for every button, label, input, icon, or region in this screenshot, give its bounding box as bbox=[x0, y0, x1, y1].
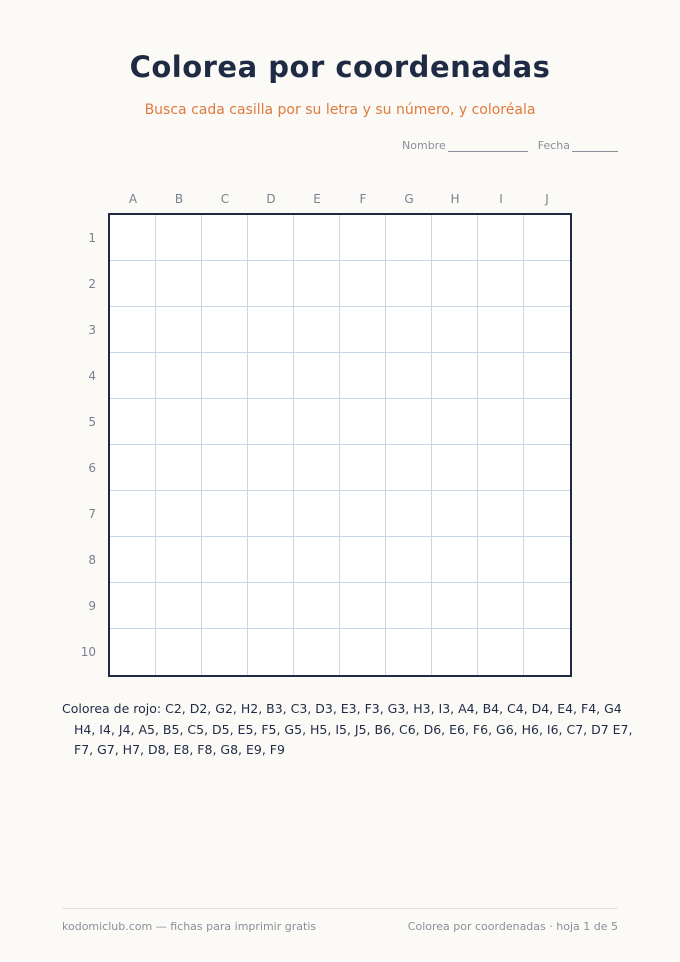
grid-cell-d5[interactable] bbox=[248, 399, 294, 445]
grid-cell-g8[interactable] bbox=[386, 537, 432, 583]
grid-cell-b10[interactable] bbox=[156, 629, 202, 675]
grid-cell-f1[interactable] bbox=[340, 215, 386, 261]
grid-cell-a6[interactable] bbox=[110, 445, 156, 491]
grid-cell-j10[interactable] bbox=[524, 629, 570, 675]
grid-cell-e4[interactable] bbox=[294, 353, 340, 399]
grid-cell-f8[interactable] bbox=[340, 537, 386, 583]
grid-cell-g4[interactable] bbox=[386, 353, 432, 399]
date-line bbox=[572, 142, 618, 152]
column-label-e: E bbox=[313, 192, 321, 206]
grid-cell-b1[interactable] bbox=[156, 215, 202, 261]
grid-cell-g3[interactable] bbox=[386, 307, 432, 353]
grid-cell-g1[interactable] bbox=[386, 215, 432, 261]
grid-cell-g5[interactable] bbox=[386, 399, 432, 445]
grid-cell-e9[interactable] bbox=[294, 583, 340, 629]
row-label-1: 1 bbox=[88, 231, 96, 245]
grid-cell-j7[interactable] bbox=[524, 491, 570, 537]
grid-cell-f9[interactable] bbox=[340, 583, 386, 629]
row-label-5: 5 bbox=[88, 415, 96, 429]
grid-cell-j4[interactable] bbox=[524, 353, 570, 399]
grid-cell-a5[interactable] bbox=[110, 399, 156, 445]
column-label-b: B bbox=[174, 192, 184, 206]
page-subtitle: Busca cada casilla por su letra y su número, y coloréala bbox=[144, 102, 536, 118]
grid-cell-e8[interactable] bbox=[294, 537, 340, 583]
grid-cell-f6[interactable] bbox=[340, 445, 386, 491]
grid-cell-a8[interactable] bbox=[110, 537, 156, 583]
grid-cell-d10[interactable] bbox=[248, 629, 294, 675]
grid-cell-i2[interactable] bbox=[478, 261, 524, 307]
grid-cell-i6[interactable] bbox=[478, 445, 524, 491]
date-field[interactable] bbox=[538, 139, 618, 152]
column-label-h: H bbox=[450, 192, 460, 206]
grid-cell-i8[interactable] bbox=[478, 537, 524, 583]
grid-cell-h2[interactable] bbox=[432, 261, 478, 307]
row-label-10: 10 bbox=[80, 645, 96, 659]
column-label-i: I bbox=[499, 192, 503, 206]
grid-cell-b4[interactable] bbox=[156, 353, 202, 399]
grid-cell-d4[interactable] bbox=[248, 353, 294, 399]
grid-cell-h9[interactable] bbox=[432, 583, 478, 629]
footer-page-info: Colorea por coordenadas · hoja 1 de 5 bbox=[407, 920, 618, 933]
grid-cell-e3[interactable] bbox=[294, 307, 340, 353]
grid-cell-b6[interactable] bbox=[156, 445, 202, 491]
grid-cell-h10[interactable] bbox=[432, 629, 478, 675]
row-label-3: 3 bbox=[88, 323, 96, 337]
footer-divider bbox=[62, 908, 618, 909]
row-label-6: 6 bbox=[88, 461, 96, 475]
grid-cell-i10[interactable] bbox=[478, 629, 524, 675]
grid-cell-i1[interactable] bbox=[478, 215, 524, 261]
grid-cell-i7[interactable] bbox=[478, 491, 524, 537]
grid-cell-j6[interactable] bbox=[524, 445, 570, 491]
grid-cell-j3[interactable] bbox=[524, 307, 570, 353]
grid-cell-c3[interactable] bbox=[202, 307, 248, 353]
grid-cell-c10[interactable] bbox=[202, 629, 248, 675]
grid-cell-b7[interactable] bbox=[156, 491, 202, 537]
grid-cell-f2[interactable] bbox=[340, 261, 386, 307]
grid-cell-a10[interactable] bbox=[110, 629, 156, 675]
row-label-9: 9 bbox=[88, 599, 96, 613]
grid-cell-h3[interactable] bbox=[432, 307, 478, 353]
grid-cell-c5[interactable] bbox=[202, 399, 248, 445]
grid-cell-a7[interactable] bbox=[110, 491, 156, 537]
grid-cell-d8[interactable] bbox=[248, 537, 294, 583]
name-label: Nombre bbox=[402, 139, 446, 152]
grid-cell-j1[interactable] bbox=[524, 215, 570, 261]
row-label-7: 7 bbox=[88, 507, 96, 521]
grid-cell-b9[interactable] bbox=[156, 583, 202, 629]
grid-cell-e6[interactable] bbox=[294, 445, 340, 491]
grid-cell-e2[interactable] bbox=[294, 261, 340, 307]
grid-cell-g9[interactable] bbox=[386, 583, 432, 629]
grid-cell-i5[interactable] bbox=[478, 399, 524, 445]
grid-cell-e5[interactable] bbox=[294, 399, 340, 445]
grid-cell-h1[interactable] bbox=[432, 215, 478, 261]
grid-cell-h8[interactable] bbox=[432, 537, 478, 583]
grid-cell-d2[interactable] bbox=[248, 261, 294, 307]
grid-cell-a4[interactable] bbox=[110, 353, 156, 399]
footer-site: kodomiclub.com — fichas para imprimir gratis bbox=[62, 920, 317, 933]
grid-cell-c6[interactable] bbox=[202, 445, 248, 491]
column-label-c: C bbox=[220, 192, 230, 206]
coordinate-grid bbox=[108, 213, 572, 677]
grid-cell-j9[interactable] bbox=[524, 583, 570, 629]
grid-cell-h6[interactable] bbox=[432, 445, 478, 491]
coloring-instructions: Colorea de rojo: C2, D2, G2, H2, B3, C3, D3, E3, F3, G3, H3, I3, A4, B4, C4, D4, E4, F4, G4 H4, I4, J4, A5, B5, C5, D5, E5, F5, G5, H5, I5, J5, B6, C6, D6, E6, F6, G6, H6, I6, C7, D7 E7, F7, G7, H7, D8, E8, F8, G8, E9, F9 bbox=[62, 701, 633, 757]
grid-cell-f5[interactable] bbox=[340, 399, 386, 445]
grid-cell-f10[interactable] bbox=[340, 629, 386, 675]
grid-cell-f3[interactable] bbox=[340, 307, 386, 353]
grid-cell-f4[interactable] bbox=[340, 353, 386, 399]
column-label-f: F bbox=[359, 192, 367, 206]
name-date-fields bbox=[402, 139, 618, 152]
grid-cell-i9[interactable] bbox=[478, 583, 524, 629]
date-label: Fecha bbox=[537, 139, 570, 152]
grid-cell-a3[interactable] bbox=[110, 307, 156, 353]
grid-cell-g2[interactable] bbox=[386, 261, 432, 307]
grid-cell-g7[interactable] bbox=[386, 491, 432, 537]
grid-cell-j8[interactable] bbox=[524, 537, 570, 583]
grid-cell-c7[interactable] bbox=[202, 491, 248, 537]
page-title: Colorea por coordenadas bbox=[129, 50, 551, 84]
grid-cell-f7[interactable] bbox=[340, 491, 386, 537]
grid-cell-e1[interactable] bbox=[294, 215, 340, 261]
grid-cell-c8[interactable] bbox=[202, 537, 248, 583]
grid-cell-b3[interactable] bbox=[156, 307, 202, 353]
column-label-g: G bbox=[404, 192, 414, 206]
column-label-j: J bbox=[545, 192, 549, 206]
grid-cell-d1[interactable] bbox=[248, 215, 294, 261]
column-label-a: A bbox=[128, 192, 138, 206]
grid-cell-d9[interactable] bbox=[248, 583, 294, 629]
name-field[interactable] bbox=[402, 139, 528, 152]
grid-cell-c2[interactable] bbox=[202, 261, 248, 307]
grid-cell-g10[interactable] bbox=[386, 629, 432, 675]
grid-cell-e10[interactable] bbox=[294, 629, 340, 675]
grid-cell-a9[interactable] bbox=[110, 583, 156, 629]
grid-cell-h4[interactable] bbox=[432, 353, 478, 399]
grid-cell-h5[interactable] bbox=[432, 399, 478, 445]
grid-cell-a2[interactable] bbox=[110, 261, 156, 307]
grid-cell-b2[interactable] bbox=[156, 261, 202, 307]
grid-cell-b5[interactable] bbox=[156, 399, 202, 445]
grid-cell-b8[interactable] bbox=[156, 537, 202, 583]
grid-cell-i3[interactable] bbox=[478, 307, 524, 353]
grid-cell-j5[interactable] bbox=[524, 399, 570, 445]
grid-cell-d7[interactable] bbox=[248, 491, 294, 537]
grid-cell-j2[interactable] bbox=[524, 261, 570, 307]
grid-cell-e7[interactable] bbox=[294, 491, 340, 537]
grid-cell-h7[interactable] bbox=[432, 491, 478, 537]
column-label-d: D bbox=[266, 192, 276, 206]
grid-cell-c9[interactable] bbox=[202, 583, 248, 629]
grid-cell-g6[interactable] bbox=[386, 445, 432, 491]
grid-cell-d3[interactable] bbox=[248, 307, 294, 353]
grid-cell-c1[interactable] bbox=[202, 215, 248, 261]
name-line bbox=[448, 142, 528, 152]
row-label-8: 8 bbox=[88, 553, 96, 567]
grid-cell-a1[interactable] bbox=[110, 215, 156, 261]
row-label-2: 2 bbox=[88, 277, 96, 291]
grid-cell-d6[interactable] bbox=[248, 445, 294, 491]
grid-cell-i4[interactable] bbox=[478, 353, 524, 399]
row-label-4: 4 bbox=[88, 369, 96, 383]
grid-cell-c4[interactable] bbox=[202, 353, 248, 399]
